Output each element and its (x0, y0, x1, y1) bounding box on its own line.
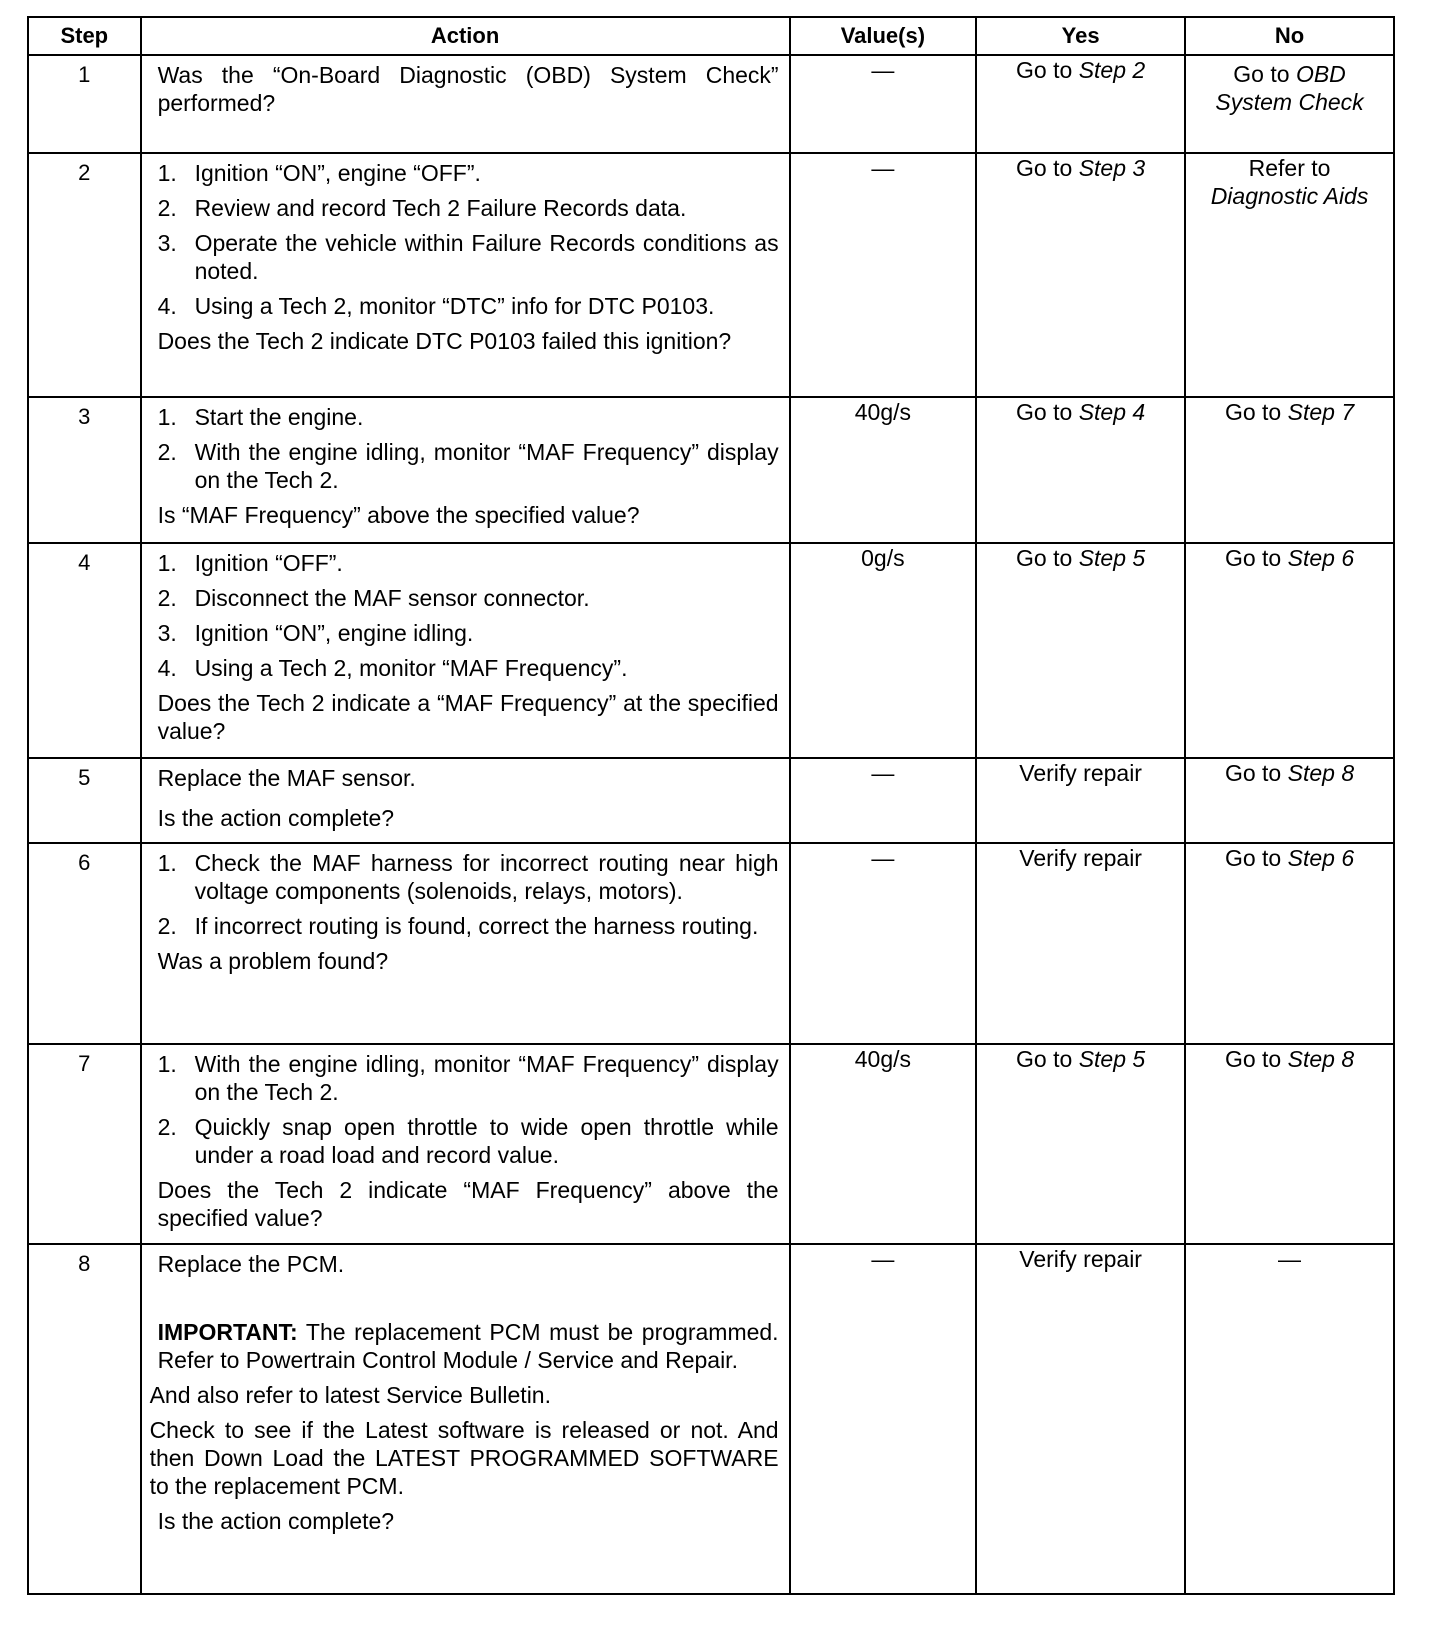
action-cell (141, 1044, 790, 1244)
table-row (28, 397, 1394, 543)
list-item-text: Ignition “ON”, engine “OFF”. (194, 160, 481, 186)
yes-link: Step 3 (1078, 155, 1146, 181)
no-cell (1185, 1044, 1394, 1244)
important-note (158, 1318, 779, 1374)
no-link: Diagnostic Aids (1210, 183, 1369, 209)
question-text: Does the Tech 2 indicate “MAF Frequency” above the specified value? (157, 1177, 779, 1231)
yes-prefix: Go to (1016, 155, 1079, 181)
list-item: 2. Disconnect the MAF sensor connector. (157, 585, 590, 611)
question-text: Was a problem found? (157, 948, 389, 974)
value-cell: 40g/s (790, 397, 977, 543)
table-row (28, 153, 1394, 397)
table-row (28, 55, 1394, 153)
action-cell (141, 543, 790, 758)
table-row (28, 843, 1394, 1044)
action-cell (141, 55, 790, 153)
step-number: 2 (28, 153, 141, 397)
list-item: 1. With the engine idling, monitor “MAF Frequency” display on the Tech 2. (157, 1051, 779, 1105)
yes-prefix: Go to (1016, 399, 1079, 425)
list-item-text: Ignition “OFF”. (194, 550, 343, 576)
list-item-text: Disconnect the MAF sensor connector. (194, 585, 590, 611)
header-row (28, 17, 1394, 55)
no-prefix: Go to (1224, 760, 1288, 786)
list-item-text: Operate the vehicle within Failure Records conditions as noted. (194, 230, 779, 284)
step-number: 7 (28, 1044, 141, 1244)
diagnostic-table (27, 16, 1395, 1595)
list-item-text: Ignition “ON”, engine idling. (194, 620, 474, 646)
question-text: Is the action complete? (157, 805, 395, 831)
list-item-text: If incorrect routing is found, correct the harness routing. (194, 913, 759, 939)
yes-cell (976, 843, 1185, 1044)
note-text: Check to see if the Latest software is released or not. And then Down Load the LATEST PROGRAMMED SOFTWARE to the replacement PCM. (149, 1417, 779, 1499)
table-row (28, 543, 1394, 758)
value-cell: 40g/s (790, 1044, 977, 1244)
yes-link: Step 5 (1078, 545, 1146, 571)
yes-prefix: Go to (1016, 545, 1079, 571)
list-item: 4. Using a Tech 2, monitor “DTC” info for DTC P0103. (157, 293, 715, 319)
list-item-text: Review and record Tech 2 Failure Records data. (194, 195, 687, 221)
list-item: 3. Ignition “ON”, engine idling. (157, 620, 474, 646)
no-prefix: — (1278, 1246, 1302, 1272)
no-link: Step 7 (1287, 399, 1355, 425)
no-cell (1185, 1244, 1394, 1594)
header-action: Action (141, 17, 790, 55)
yes-prefix: Go to (1016, 57, 1079, 83)
table-row (28, 1044, 1394, 1244)
yes-link: Step 4 (1078, 399, 1146, 425)
no-prefix: Go to (1224, 399, 1288, 425)
header-no: No (1185, 17, 1394, 55)
question-text: Does the Tech 2 indicate a “MAF Frequency” at the specified value? (157, 690, 779, 744)
no-link: Step 6 (1287, 845, 1355, 871)
question-text: Was the “On-Board Diagnostic (OBD) System Check” performed? (157, 62, 779, 116)
value-cell: — (790, 55, 977, 153)
header-yes: Yes (976, 17, 1185, 55)
yes-prefix: Verify repair (1019, 1246, 1142, 1272)
list-item: 2. With the engine idling, monitor “MAF Frequency” display on the Tech 2. (157, 439, 779, 493)
list-item: 3. Operate the vehicle within Failure Records conditions as noted. (157, 230, 779, 284)
list-item-text: With the engine idling, monitor “MAF Frequency” display on the Tech 2. (194, 439, 779, 493)
list-item: 1. Ignition “OFF”. (157, 550, 343, 576)
no-cell (1185, 543, 1394, 758)
yes-link: Step 5 (1078, 1046, 1146, 1072)
list-item-text: Check the MAF harness for incorrect routing near high voltage components (solenoids, relays, motors). (194, 850, 779, 904)
important-text: The replacement PCM must be programmed. Refer to Powertrain Control Module / Service and Repair. (157, 1319, 779, 1373)
step-number: 5 (28, 758, 141, 843)
action-cell (141, 1244, 790, 1594)
yes-cell (976, 397, 1185, 543)
no-link: Step 8 (1287, 760, 1355, 786)
step-number: 3 (28, 397, 141, 543)
no-prefix: Go to (1224, 845, 1288, 871)
list-item-text: With the engine idling, monitor “MAF Frequency” display on the Tech 2. (194, 1051, 779, 1105)
value-cell: — (790, 153, 977, 397)
no-prefix: Go to (1233, 61, 1296, 87)
header-values: Value(s) (790, 17, 977, 55)
list-item-text: Using a Tech 2, monitor “MAF Frequency”. (194, 655, 628, 681)
list-item: 2. If incorrect routing is found, correct the harness routing. (157, 913, 759, 939)
list-item: 1. Ignition “ON”, engine “OFF”. (157, 160, 481, 186)
yes-cell (976, 758, 1185, 843)
yes-cell (976, 1044, 1185, 1244)
list-item-text: Quickly snap open throttle to wide open throttle while under a road load and record value. (194, 1114, 779, 1168)
no-link: Step 8 (1287, 1046, 1355, 1072)
step-number: 1 (28, 55, 141, 153)
action-cell (141, 153, 790, 397)
table-row (28, 1244, 1394, 1594)
question-text: Is the action complete? (157, 1508, 395, 1534)
value-cell: — (790, 758, 977, 843)
list-item: 2. Review and record Tech 2 Failure Records data. (157, 195, 687, 221)
no-prefix: Refer to (1248, 155, 1331, 181)
action-cell (141, 397, 790, 543)
no-cell (1185, 55, 1394, 153)
yes-cell (976, 153, 1185, 397)
lead-text: Replace the MAF sensor. (157, 765, 416, 791)
yes-link: Step 2 (1078, 57, 1146, 83)
header-step: Step (28, 17, 141, 55)
no-link: OBD System Check (1215, 61, 1364, 115)
lead-text: Replace the PCM. (157, 1251, 345, 1277)
no-cell (1185, 758, 1394, 843)
no-link: Step 6 (1287, 545, 1355, 571)
no-prefix: Go to (1224, 545, 1288, 571)
yes-cell (976, 543, 1185, 758)
action-cell (141, 758, 790, 843)
yes-prefix: Verify repair (1019, 760, 1142, 786)
question-text: Does the Tech 2 indicate DTC P0103 failed this ignition? (157, 328, 732, 354)
note-text: And also refer to latest Service Bulletin. (149, 1382, 551, 1408)
yes-prefix: Go to (1016, 1046, 1079, 1072)
list-item: 4. Using a Tech 2, monitor “MAF Frequency”. (157, 655, 628, 681)
step-number: 8 (28, 1244, 141, 1594)
list-item: 1. Check the MAF harness for incorrect routing near high voltage components (solenoids, relays, motors). (157, 850, 779, 904)
list-item-text: Start the engine. (194, 404, 364, 430)
value-cell: — (790, 843, 977, 1044)
important-label: IMPORTANT: (157, 1319, 298, 1345)
no-cell (1185, 843, 1394, 1044)
yes-prefix: Verify repair (1019, 845, 1142, 871)
no-cell (1185, 397, 1394, 543)
no-prefix: Go to (1224, 1046, 1288, 1072)
question-text: Is “MAF Frequency” above the specified value? (157, 502, 640, 528)
step-number: 4 (28, 543, 141, 758)
yes-cell (976, 55, 1185, 153)
table-row (28, 758, 1394, 843)
step-number: 6 (28, 843, 141, 1044)
no-cell (1185, 153, 1394, 397)
list-item: 2. Quickly snap open throttle to wide open throttle while under a road load and record value. (157, 1114, 779, 1168)
yes-cell (976, 1244, 1185, 1594)
value-cell: — (790, 1244, 977, 1594)
action-cell (141, 843, 790, 1044)
list-item: 1. Start the engine. (157, 404, 364, 430)
value-cell: 0g/s (790, 543, 977, 758)
list-item-text: Using a Tech 2, monitor “DTC” info for DTC P0103. (194, 293, 715, 319)
